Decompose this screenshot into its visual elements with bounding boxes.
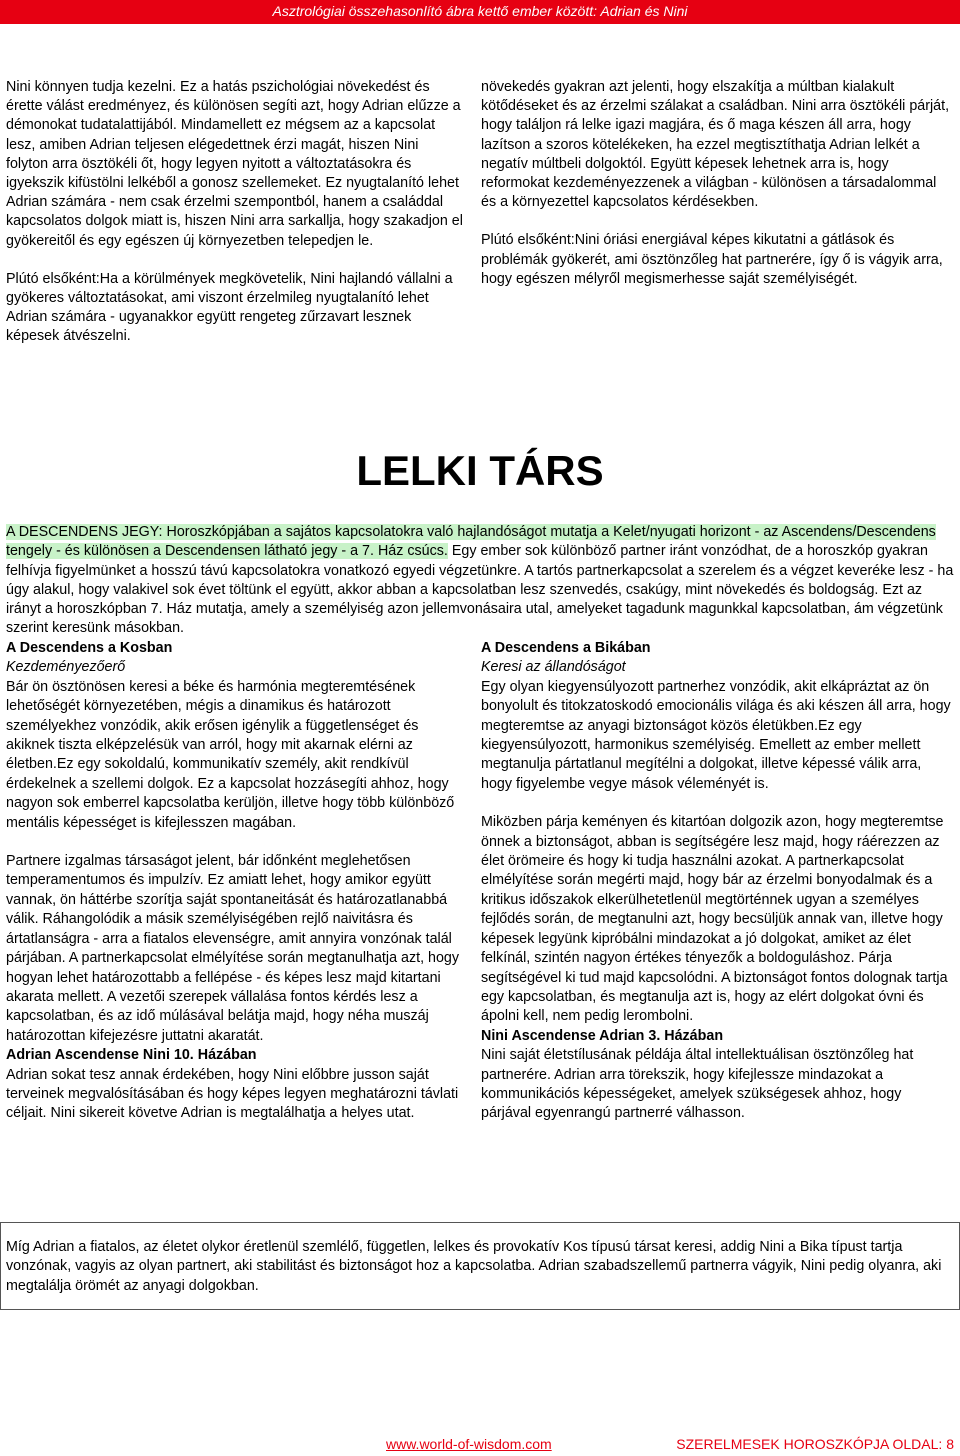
section-heading: A Descendens a Bikában (481, 640, 651, 656)
section-heading: Nini Ascendense Adrian 3. Házában (481, 1027, 724, 1044)
bottom-left-column (6, 639, 468, 1124)
paragraph: Adrian sokat tesz annak érdekében, hogy Nini előbbre jusson saját terveinek megvalósításában és hogy képes legyen meghatározni távlati céljait. Nini sikereit követve Adrian is megtalálhatja a helyes utat. (6, 1066, 459, 1122)
paragraph: Nini saját életstílusának példája által intellektuálisan ösztönzőleg hat partnerére. Adrian arra törekszik, hogy kifejlesszе mindazokat a kommunikációs képességeket, amelyek szükségesek ahhoz, hogy párjával egyenrangú partnerré válhasson. (481, 1047, 914, 1122)
section-title: LELKI TÁRS (356, 447, 604, 494)
paragraph: Plútó elsőként:Nini óriási energiával képes kikutatni a gátlások és problémák gyökerét, ami ösztönzőleg hat partnerére, így ő is vágyik arra, hogy egészen mélyről megismerhesse saját személyiségét. (481, 232, 943, 287)
section-subheading: Keresi az állandóságot (481, 659, 626, 676)
paragraph: Nini könnyen tudja kezelni. Ez a hatás pszichológiai növekedést és érette válást eredményez, és különösen segíti azt, hogy Adrian elűzze a démonokat tudatalattijából. Mindamellett ez mégsem az a kapcsolat lesz, amiben Adrian teljesen elégedettnek érzi magát, hiszen Nini folyton arra ösztökéli őt, hogy legyen nyitott a változtatásokra és igyekszik kifüstölni lelkéből a gonosz szellemeket. Ez nyugtalanító lehet Adrian számára - nem csak érzelmi szempontból, hanem a családdal kapcsolatos dolgok miatt is, hiszen Nini arra sarkallja, hogy szakadjon el gyökereitől és egy egészen új környezetben telepedjen le. (6, 79, 463, 249)
paragraph: növekedés gyakran azt jelenti, hogy elszakítja a múltban kialakult kötődéseket és az érzelmi szálakat a családban. Nini arra ösztökéli párját, hogy találjon rá lelke igazi magjára, és ő maga készen áll arra, hogy lazítson a szoros kötelékeken, ha ezzel megtisztíthatja Adrian lelkét a negatív múltbeli dolgoktól. Együtt képesek lehetnek arra is, hogy reformokat kezdeményezzenek a világban - különösen a társadalommal és a környezettel kapcsolatos kérdésekben. (481, 79, 950, 211)
page-title: Asztrológiai összehasonlító ábra kettő ember között: Adrian és Nini (272, 3, 688, 19)
page-number: SZERELMESEK HOROSZKÓPJA OLDAL: 8 (676, 1436, 954, 1452)
paragraph: Miközben párja keményen és kitartóan dolgozik azon, hogy megteremtse önnek a biztonságot, abban is segítségére lesz majd, hogy ráérezzen az élet örömeire és hogy ki tudja használni azokat. A partnerkapcsolat elmélyítése során megérti majd, hogy bár az érzelmi bonyodalmak és a kritikus időszakok elkerülhetetlenül megtörténnek ugyan a személyes fejlődés során, de megtanulni azt, hogy becsüljük annak van, illetve hogy képesek legyünk kipróbálni mindazokat a jó dolgokat, amiket az élet felkínál, szintén nagyon értékes tényezők a boldoguláshoz. Párja segítségével ki tud majd kapcsolódni. A biztonságot fontos dolognak tartja egy kapcsolatban, és megtanulja azt is, hogy az elért dolgokat óvni és ápolni kell, nem pedig lerombolni. (481, 814, 948, 1025)
paragraph: Plútó elsőként:Ha a körülmények megkövetelik, Nini hajlandó vállalni a gyökeres változtatásokat, ami viszont érzelmileg nyugtalanító lehet Adrian számára - ugyanakkor együtt rengeteg zűrzavart lesznek képesek átvészelni. (6, 270, 453, 345)
description-text: Egy ember sok különböző partner iránt vonzódhat, de a horoszkóp gyakran felhívja figyelmünket a hosszú távú kapcsolatokra vonatkozó egyedi végzetünkre. A tartós partnerkapcsolat a szerelem és a végzet keveréke lesz - ha úgy alakul, hogy valakivel sok évet töltünk el együtt, akkor abban a kapcsolatban lesz szenvedés, csakúgy, mint növekedés és boldogság. Ezt az irányt a horoszkópban 7. Ház mutatja, amely a személyiség azon jellemvonásaira utal, amelyeket tagadunk magunkkal kapcsolatban, ám végzetünk szerint keresünk másokban. (6, 543, 954, 637)
website-link[interactable]: www.world-of-wisdom.com (386, 1436, 552, 1452)
paragraph: Egy olyan kiegyensúlyozott partnerhez vonzódik, akit elkápráztat az ön bonyolult és titokzatoskodó emocionális világa és aki készen áll arra, hogy megteremtse az anyagi biztonságot közös életükben.Ez egy kiegyensúlyozott, harmonikus személyiség. Emellett az ember mellett megtanulja pártatlanul megítélni a dolgokat, illetve képessé válik arra, hogy figyelembe vegye mások véleményét is. (481, 678, 951, 792)
bottom-right-column (481, 639, 951, 1124)
section-heading: A Descendens a Kosban (6, 640, 173, 656)
paragraph: Bár ön ösztönösen keresi a béke és harmónia megteremtésének lehetőségét környezetében, mégis a dinamikus és határozott személyekhez vonzódik, akik erősen igénylik a függetlenséget és akiknek tiszta elképzelésük van arról, hogy mit akarnak elérni az életben.Ez egy sokoldalú, kommunikatív személy, akit rendkívül érdekelnek a szellemi dolgok. Ez a kapcsolat hozzásegíti ahhoz, hogy nagyon sok emberrel kapcsolatba kerüljön, illetve hogy több különböző mentális képességet is kifejlesszen magában. (6, 678, 455, 831)
highlighted-text: A DESCENDENS JEGY: Horoszkópjában a sajátos kapcsolatokra való hajlandóságot mutatja a Kelet/nyugati horizont - az Ascendens/Descendens tengely - és különösen a Descendensen látható jegy - a 7. Ház csúcs. (6, 524, 936, 560)
top-left-column (6, 78, 464, 347)
paragraph: Partnere izgalmas társaságot jelent, bár időnként meglehetősen temperamentumos és impulzív. Ez amiatt lehet, hogy amikor együtt vannak, ön háttérbe szorítja saját spontaneitását és határozatlanabbá válik. Ráhangolódik a másik személyiségében rejlő naivitásra és ártatlanságra - arra a fiatalos elevenségre, amit annyira vonzónak talál párjában. A partnerkapcsolat elmélyítése során megtanulhatja azt, hogy hogyan lehet határozottabb a fellépése - és képes lesz majd kitartani akarata mellett. A vezetői szerepek vállalása fontos kérdés lesz a kapcsolatban, és az idő múlásával belátja majd, hogy néha muszáj határozottan kifejezésre juttatni akaratát. (6, 853, 460, 1044)
page-footer (0, 1434, 960, 1456)
page-header-bar (0, 0, 960, 24)
section-heading: Adrian Ascendense Nini 10. Házában (6, 1047, 257, 1064)
descendens-description (6, 523, 954, 639)
section-subheading: Kezdeményezőerő (6, 659, 126, 676)
top-right-column (481, 78, 951, 289)
summary-text: Míg Adrian a fiatalos, az életet olykor éretlenül szemlélő, független, lelkes és provokatív Kos típusú társat keresi, addig Nini a Bika típust tartja vonzónak, vagyis az olyan partnert, aki stabilitást és biztonságot hoz a kapcsolatba. Adrian szabadszellemű partnerra vágyik, Nini pedig olyanra, aki megtalálja örömét az anyagi dolgokban. (6, 1239, 942, 1294)
